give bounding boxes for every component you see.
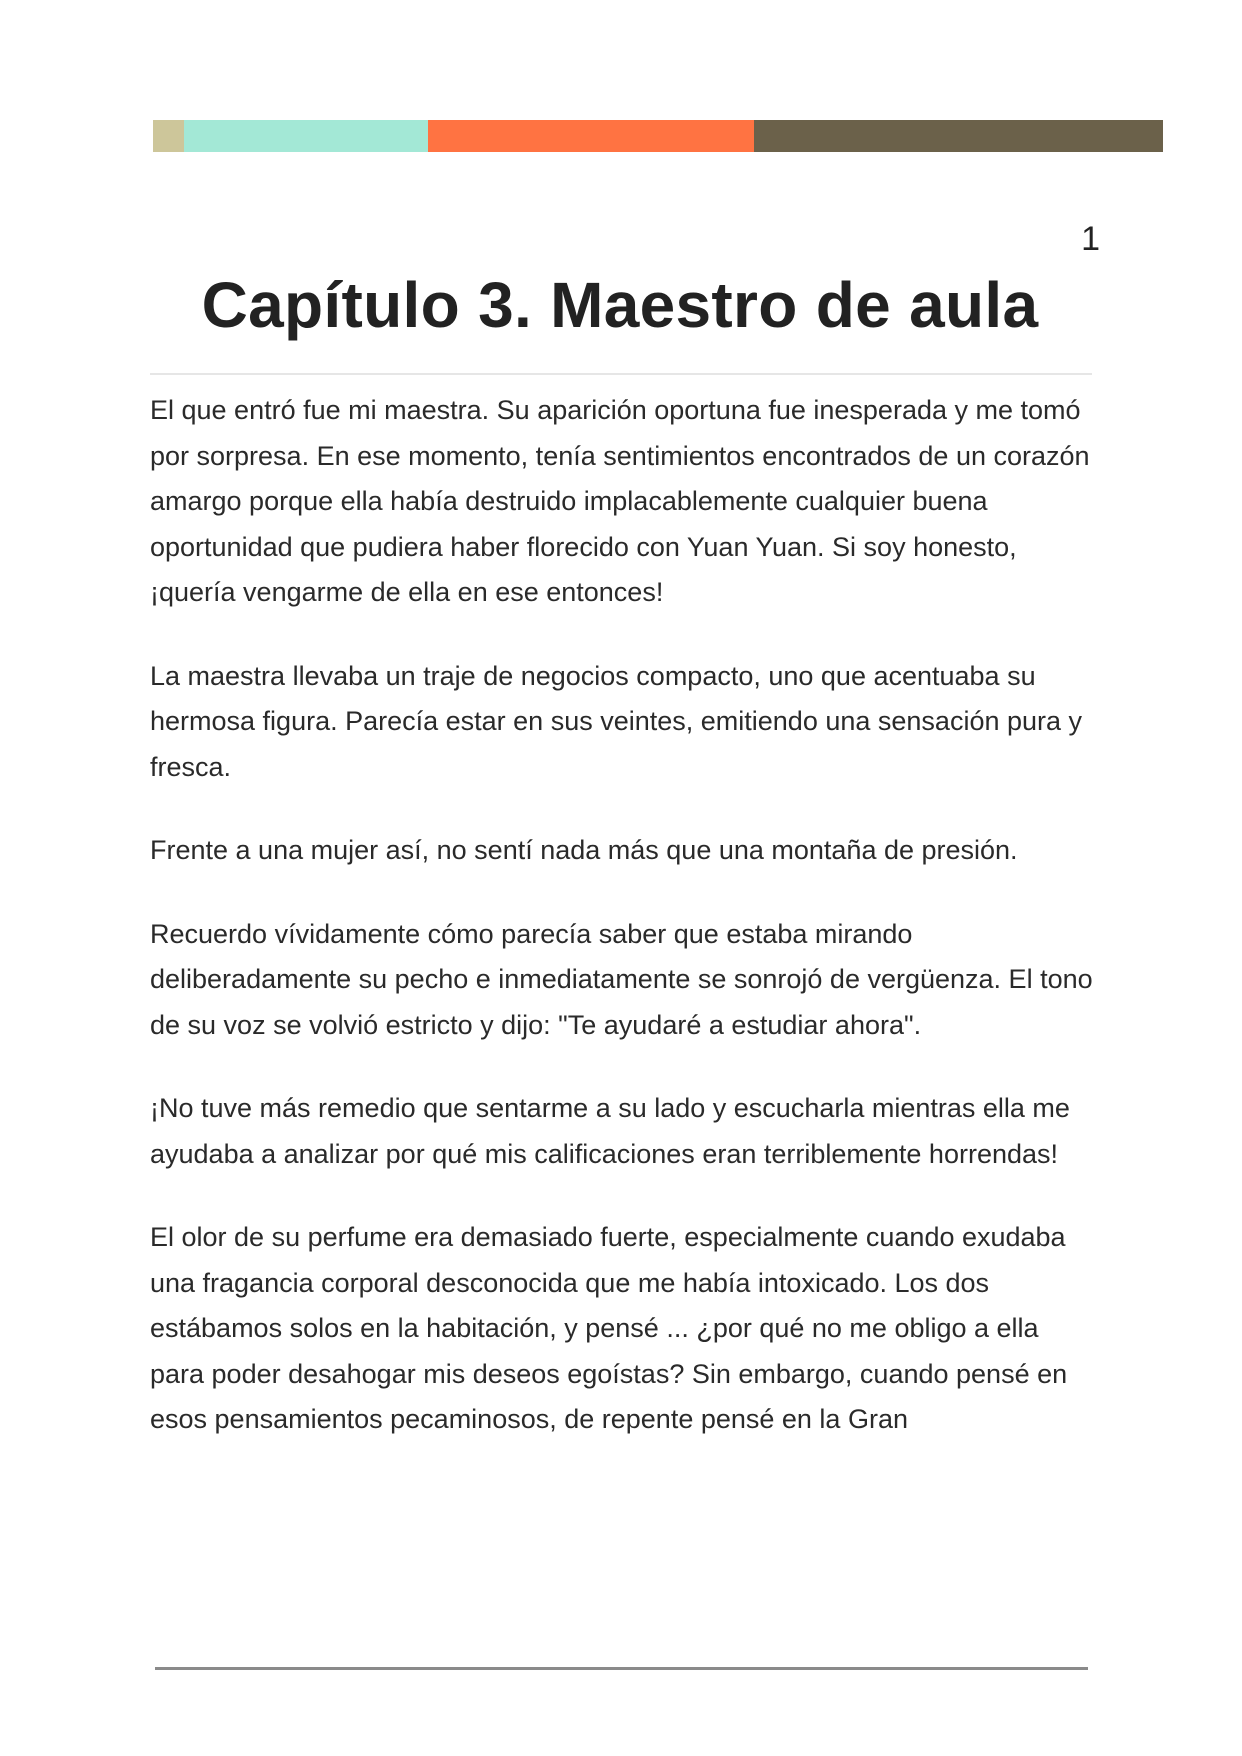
color-bar-segment	[184, 120, 428, 152]
header-color-bar	[153, 120, 1163, 152]
chapter-title: Capítulo 3. Maestro de aula	[201, 269, 1039, 341]
chapter-body	[150, 388, 1100, 1481]
color-bar-segment	[428, 120, 754, 152]
paragraph: Recuerdo vívidamente cómo parecía saber que estaba mirando deliberadamente su pecho e inmediatamente se sonrojó de vergüenza. El tono de su voz se volvió estricto y dijo: "Te ayudaré a estudiar ahora".	[150, 918, 1093, 1040]
paragraph: Frente a una mujer así, no sentí nada más que una montaña de presión.	[150, 835, 1018, 865]
paragraph: El olor de su perfume era demasiado fuerte, especialmente cuando exudaba una fragancia corporal desconocida que me había intoxicado. Los dos estábamos solos en la habitación, y pensé ... ¿por qué no me obligo a ella para poder desahogar mis deseos egoístas? Sin embargo, cuando pensé en esos pensamientos pecaminosos, de repente pensé en la Gran	[150, 1222, 1068, 1434]
paragraph: El que entró fue mi maestra. Su aparición oportuna fue inesperada y me tomó por sorpresa. En ese momento, tenía sentimientos encontrados de un corazón amargo porque ella había destruido implacablemente cualquier buena oportunidad que pudiera haber florecido con Yuan Yuan. Si soy honesto, ¡quería vengarme de ella en ese entonces!	[150, 395, 1090, 607]
color-bar-segment	[754, 120, 1163, 152]
footer-divider	[155, 1667, 1088, 1670]
page-number: 1	[1081, 220, 1100, 258]
paragraph: ¡No tuve más remedio que sentarme a su lado y escucharla mientras ella me ayudaba a analizar por qué mis calificaciones eran terriblemente horrendas!	[150, 1093, 1070, 1169]
title-divider	[150, 373, 1092, 375]
paragraph: La maestra llevaba un traje de negocios compacto, uno que acentuaba su hermosa figura. Parecía estar en sus veintes, emitiendo una sensación pura y fresca.	[150, 660, 1083, 782]
color-bar-segment	[153, 120, 184, 152]
